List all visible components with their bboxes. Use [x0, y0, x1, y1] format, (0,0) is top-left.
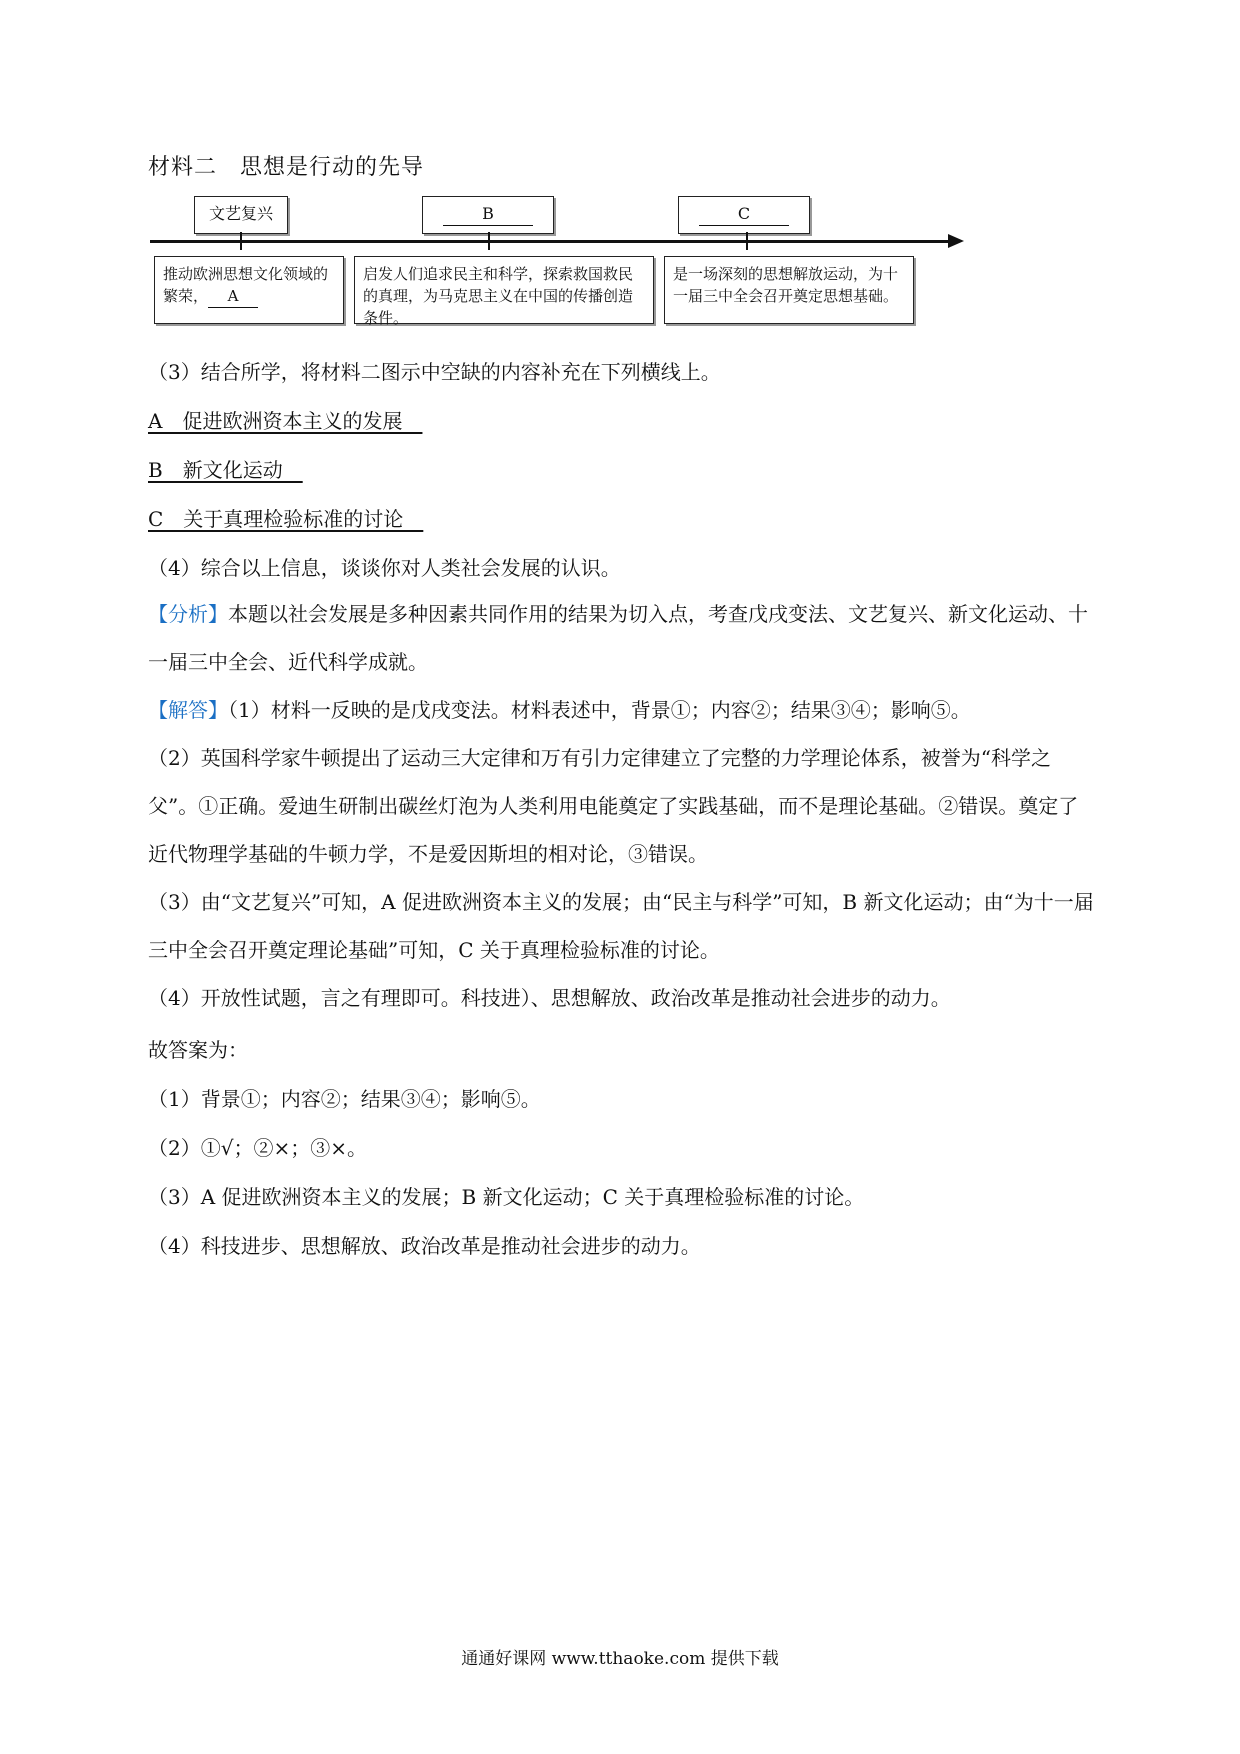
answer-line-a: A 促进欧洲资本主义的发展: [148, 409, 423, 433]
timeline-blank-b: B: [443, 203, 533, 226]
timeline-label-c: [678, 196, 810, 234]
timeline-arrow-icon: [948, 234, 964, 248]
page-footer: 通通好课网 www.tthaoke.com 提供下载: [461, 1649, 779, 1669]
timeline-desc-text: 推动欧洲思想文化领域的繁荣，: [163, 265, 329, 305]
answer-line-b: B 新文化运动: [148, 458, 303, 482]
timeline-blank-a: A: [208, 285, 258, 308]
timeline-axis: [150, 240, 950, 243]
timeline-label-renaissance: [194, 196, 288, 234]
solution-paragraph-3: （3）由“文艺复兴”可知，A 促进欧洲资本主义的发展；由“民主与科学”可知，B 新文化运动；由“为十一届三中全会召开奠定理论基础”可知，C 关于真理检验标准的讨论。: [148, 890, 1094, 962]
final-answer-2: （2）①√；②×；③×。: [148, 1136, 367, 1160]
material-two-heading: 材料二 思想是行动的先导: [148, 155, 425, 180]
final-answer-4: （4）科技进步、思想解放、政治改革是推动社会进步的动力。: [148, 1234, 701, 1258]
question-4: （4）综合以上信息，谈谈你对人类社会发展的认识。: [148, 556, 621, 580]
timeline-blank-c: C: [699, 203, 789, 226]
answer-intro: 故答案为：: [148, 1038, 248, 1062]
analysis-paragraph: [148, 590, 1098, 686]
solution-text-1: （1）材料一反映的是戊戌变法。材料表述中，背景①；内容②；结果③④；影响⑤。: [228, 698, 971, 722]
solution-paragraph-2: （2）英国科学家牛顿提出了运动三大定律和万有引力定律建立了完整的力学理论体系，被誉为“科学之父”。①正确。爱迪生研制出碳丝灯泡为人类利用电能奠定了实践基础，而不是理论基础。②错误。奠定了近代物理学基础的牛顿力学，不是爱因斯坦的相对论，③错误。: [148, 746, 1079, 866]
timeline-desc-text: 启发人们追求民主和科学，探索救国救民的真理，为马克思主义在中国的传播创造条件。: [363, 265, 634, 327]
answer-line-c: C 关于真理检验标准的讨论: [148, 507, 424, 531]
timeline-tick: [746, 232, 748, 250]
timeline-tick: [488, 232, 490, 250]
final-answer-3: （3）A 促进欧洲资本主义的发展；B 新文化运动；C 关于真理检验标准的讨论。: [148, 1185, 865, 1209]
timeline-tick: [240, 232, 242, 250]
solution-paragraph-4: （4）开放性试题，言之有理即可。科技进）、思想解放、政治改革是推动社会进步的动力。: [148, 986, 951, 1010]
timeline-label-b: [422, 196, 554, 234]
timeline-desc-renaissance: [154, 256, 344, 324]
analysis-text: 本题以社会发展是多种因素共同作用的结果为切入点，考查戊戌变法、文艺复兴、新文化运动、十一届三中全会、近代科学成就。: [148, 602, 1088, 674]
solution-paragraph-1: [148, 686, 1098, 734]
question-3: （3）结合所学，将材料二图示中空缺的内容补充在下列横线上。: [148, 360, 721, 384]
timeline-desc-b: [354, 256, 654, 327]
analysis-tag: 【分析】: [148, 602, 228, 626]
timeline-diagram: [150, 196, 970, 336]
timeline-label-text: 文艺复兴: [208, 204, 273, 223]
timeline-desc-text: 是一场深刻的思想解放运动，为十一届三中全会召开奠定思想基础。: [673, 265, 899, 305]
timeline-desc-c: [664, 256, 914, 324]
solution-tag: 【解答】: [148, 698, 228, 722]
final-answer-1: （1）背景①；内容②；结果③④；影响⑤。: [148, 1087, 541, 1111]
